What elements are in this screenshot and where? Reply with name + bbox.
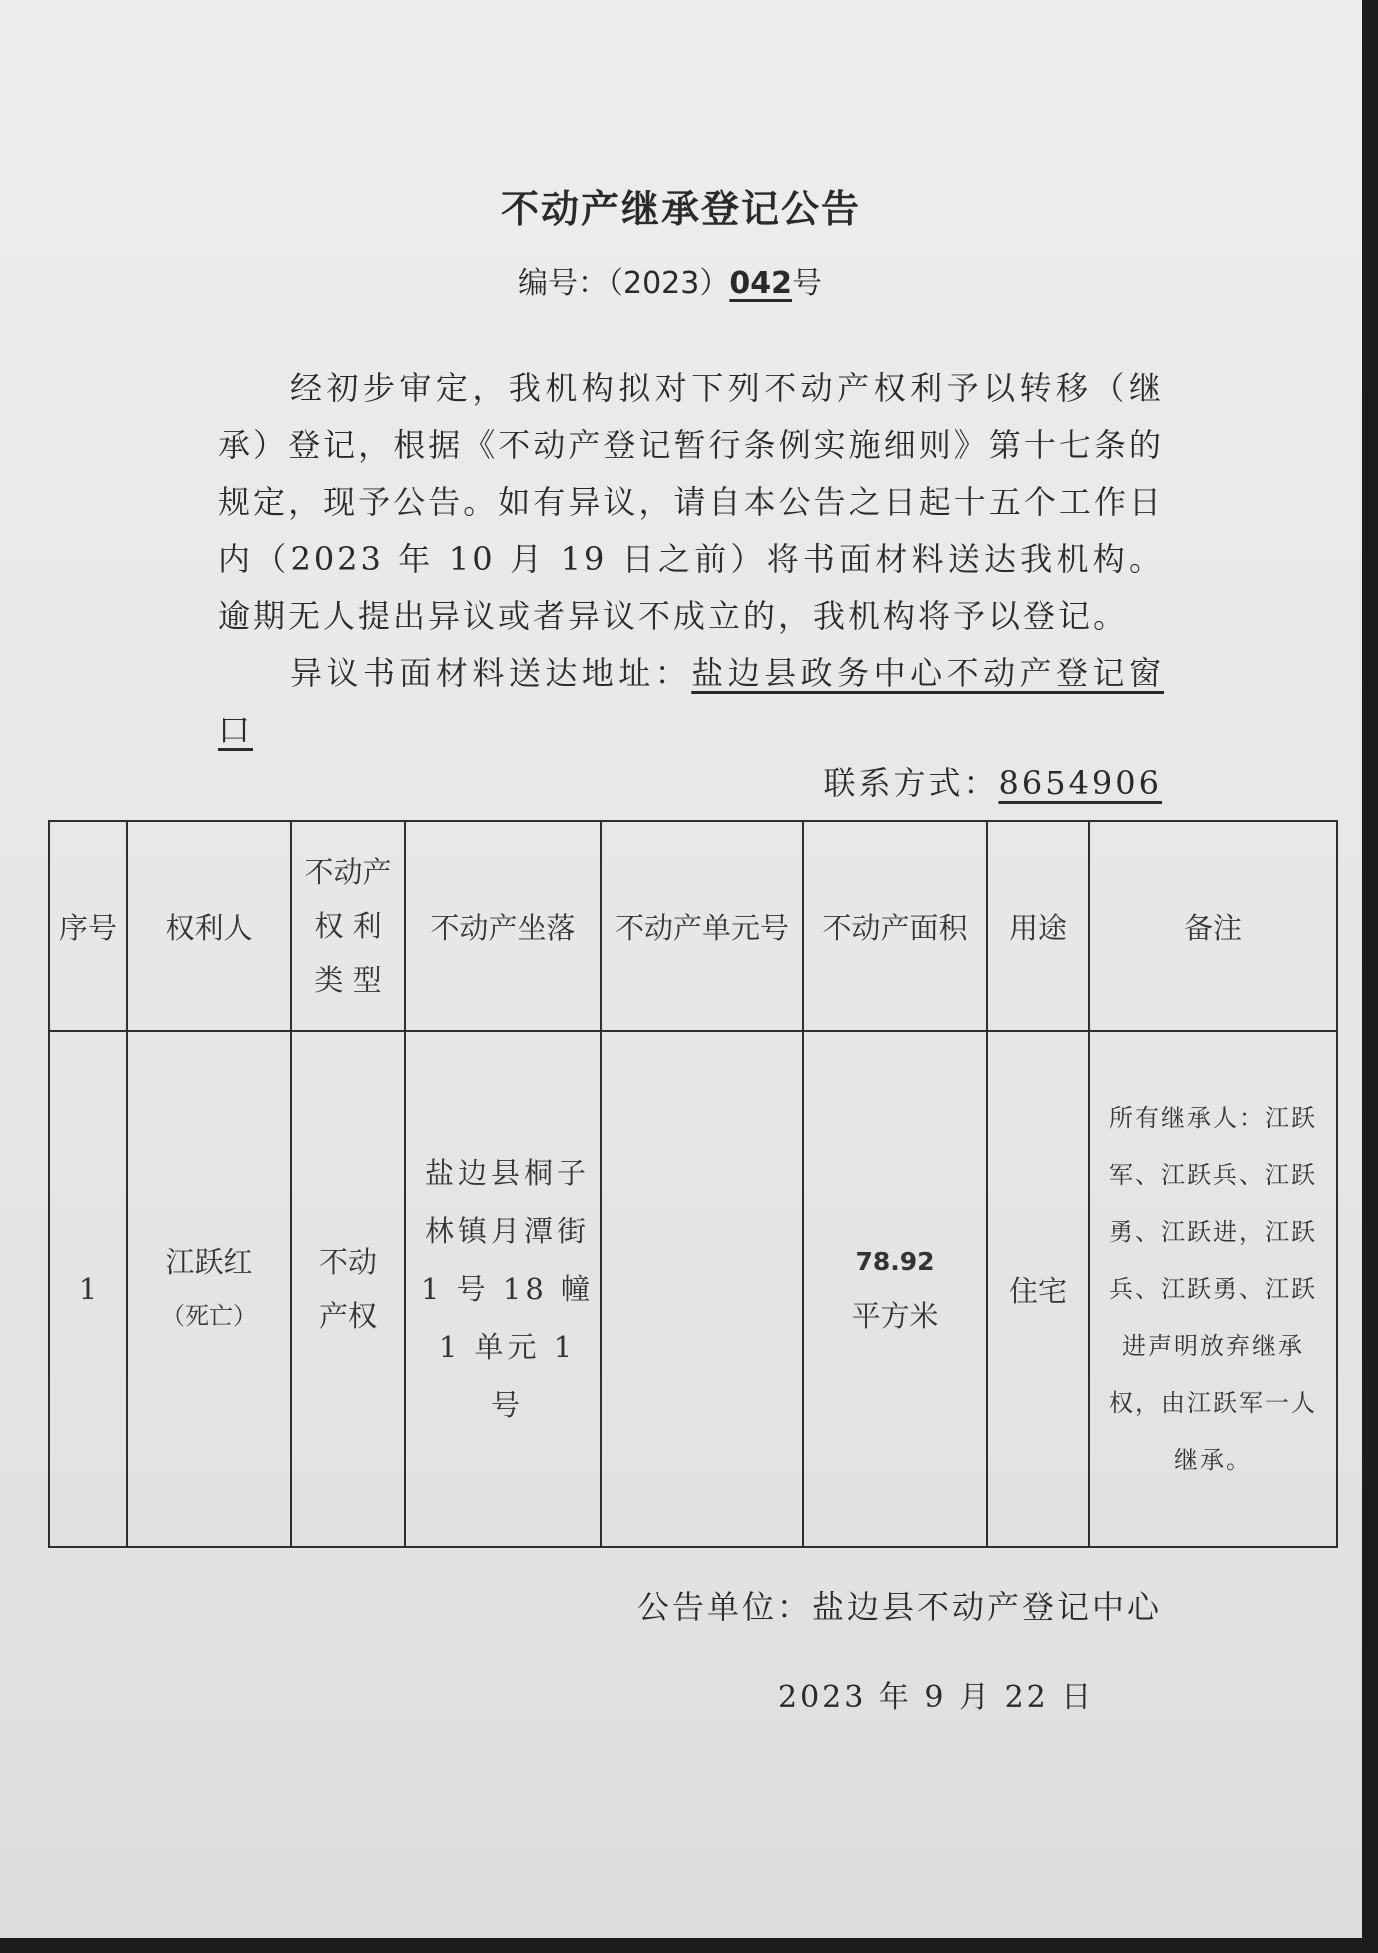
cell-location: 盐边县桐子林镇月潭街 1 号 18 幢 1 单元 1 号 — [405, 1031, 601, 1547]
cell-right-type — [291, 1031, 405, 1547]
notice-number-suffix: 号 — [791, 266, 822, 301]
area-value: 78.92 — [855, 1247, 935, 1276]
header-seq: 序号 — [49, 821, 127, 1031]
cell-seq: 1 — [49, 1031, 127, 1547]
area-unit: 平方米 — [851, 1299, 939, 1333]
notice-body-paragraph: 经初步审定，我机构拟对下列不动产权利予以转移（继承）登记，根据《不动产登记暂行条例实施细则》第十七条的规定，现予公告。如有异议，请自本公告之日起十五个工作日内（2023 年 10 月 19 日之前）将书面材料送达我机构。逾期无人提出异议或者异议不成立的，我机构将予以登记。 — [218, 369, 1164, 635]
table-row — [49, 1031, 1337, 1547]
contact-info — [823, 758, 1162, 804]
header-holder: 权利人 — [127, 821, 291, 1031]
notice-title: 不动产继承登记公告 — [500, 187, 861, 231]
table-header-row — [49, 821, 1337, 1031]
issuer-label: 公告单位： — [636, 1588, 812, 1626]
header-remarks: 备注 — [1089, 821, 1337, 1031]
header-right-type-line: 权 利 — [314, 909, 382, 943]
header-usage: 用途 — [987, 821, 1089, 1031]
header-area: 不动产面积 — [803, 821, 987, 1031]
notice-number-prefix: 编号：（2023） — [518, 266, 730, 301]
header-right-type-line: 不动产 — [304, 855, 392, 889]
objection-address-label: 异议书面材料送达地址： — [290, 654, 692, 692]
header-right-type-line: 类 型 — [314, 963, 382, 997]
header-unit-no: 不动产单元号 — [601, 821, 803, 1031]
objection-address — [218, 645, 1164, 759]
holder-name: 江跃红 — [165, 1245, 253, 1279]
contact-label: 联系方式： — [823, 764, 999, 802]
issuer — [637, 1582, 1162, 1628]
objection-address-value: 盐边县政务中心不动产登记窗口 — [218, 654, 1164, 749]
notice-number — [518, 258, 822, 302]
header-location: 不动产坐落 — [405, 821, 601, 1031]
cell-holder — [127, 1031, 291, 1547]
cell-remarks: 所有继承人：江跃军、江跃兵、江跃勇、江跃进，江跃兵、江跃勇、江跃进声明放弃继承权，由江跃军一人继承。 — [1089, 1031, 1337, 1547]
issuer-value: 盐边县不动产登记中心 — [811, 1588, 1162, 1626]
holder-status: （死亡） — [161, 1302, 257, 1330]
property-table — [48, 820, 1338, 1548]
contact-value: 8654906 — [998, 764, 1162, 802]
right-type-line: 产权 — [318, 1299, 377, 1333]
header-right-type — [291, 821, 405, 1031]
notice-date: 2023 年 9 月 22 日 — [778, 1680, 1095, 1715]
cell-area — [803, 1031, 987, 1547]
notice-number-value: 042 — [729, 266, 792, 301]
right-type-line: 不动 — [318, 1245, 377, 1279]
cell-unit-no — [601, 1031, 803, 1547]
cell-usage: 住宅 — [987, 1031, 1089, 1547]
